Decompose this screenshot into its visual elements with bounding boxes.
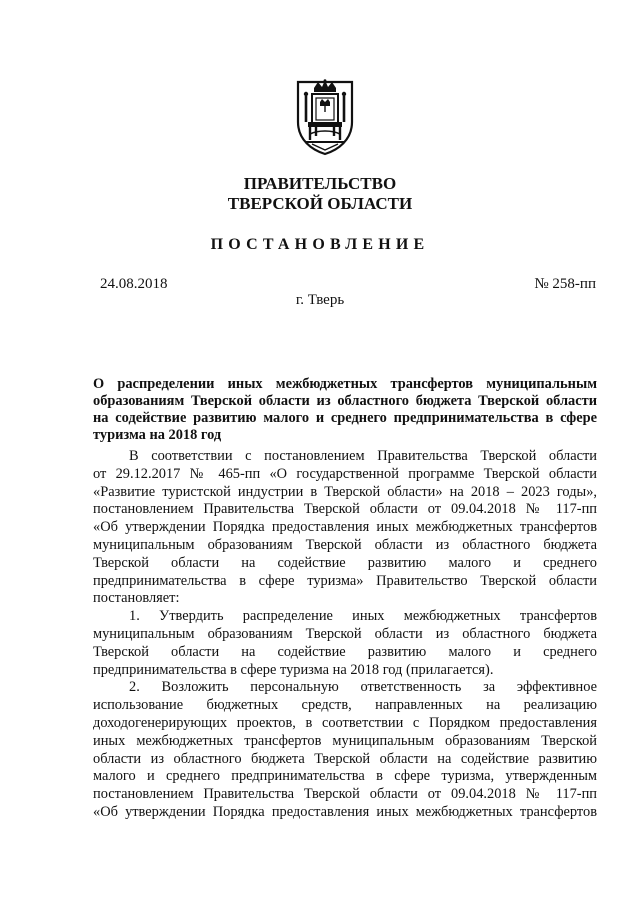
body-line: малого и среднего предпринимательства в сфере туризма, утвержденным [93, 768, 597, 785]
body-line: «Развитие туристской индустрии в Тверской области» на 2018 – 2023 годы», [93, 483, 597, 500]
document-body [93, 448, 597, 822]
subject-line: О распределении иных межбюджетных трансфертов муниципальным [93, 376, 597, 392]
subject-line: туризма на 2018 год [93, 427, 222, 443]
body-line: Тверской области на содействие развитию малого и среднего [93, 554, 597, 571]
organization-name: ПРАВИТЕЛЬСТВО [243, 174, 397, 193]
body-line: муниципальным образованиям Тверской области из областного бюджета [93, 625, 597, 642]
document-date: 24.08.2018 [100, 276, 168, 292]
document-city: г. Тверь [295, 292, 345, 308]
body-line: «Об утверждении Порядка предоставления иных межбюджетных трансфертов [93, 519, 597, 536]
body-line: 1. Утвердить распределение иных межбюджетных трансфертов [129, 608, 597, 625]
document-type: ПОСТАНОВЛЕНИЕ [210, 236, 430, 253]
body-line: В соответствии с постановлением Правительства Тверской области [129, 448, 597, 464]
body-line: использование бюджетных средств, направленных на реализацию [93, 697, 597, 714]
body-line: иных межбюджетных трансфертов муниципальным образованиям Тверской [93, 732, 597, 749]
body-line: доходогенерирующих проектов, в соответствии с Порядком предоставления [93, 714, 597, 731]
subject-line: образованиям Тверской области из областного бюджета Тверской области [93, 393, 597, 409]
organization-region: ТВЕРСКОЙ ОБЛАСТИ [227, 194, 413, 213]
body-line: «Об утверждении Порядка предоставления иных межбюджетных трансфертов [93, 803, 597, 820]
body-line: предпринимательства в сфере туризма на 2018 год (прилагается). [93, 661, 494, 678]
body-line: области из областного бюджета Тверской области на содействие развитию [93, 750, 597, 767]
body-line: постановляет: [93, 590, 180, 607]
body-line: постановлением Правительства Тверской области от 09.04.2018 № 117-пп [93, 786, 597, 803]
body-line: от 29.12.2017 № 465-пп «О государственной программе Тверской области [93, 465, 597, 482]
body-line: постановлением Правительства Тверской области от 09.04.2018 № 117-пп [93, 501, 597, 518]
body-line: муниципальным образованиям Тверской области из областного бюджета [93, 536, 597, 553]
body-line: предпринимательства в сфере туризма» Правительство Тверской области [93, 572, 597, 589]
document-subject [93, 376, 597, 444]
document-number: № 258-пп [534, 276, 596, 292]
tver-coat-of-arms-icon [294, 78, 356, 156]
body-line: 2. Возложить персональную ответственность за эффективное [129, 679, 597, 696]
subject-line: на содействие развитию малого и среднего предпринимательства в сфере [93, 410, 597, 426]
body-line: Тверской области на содействие развитию малого и среднего [93, 643, 597, 660]
